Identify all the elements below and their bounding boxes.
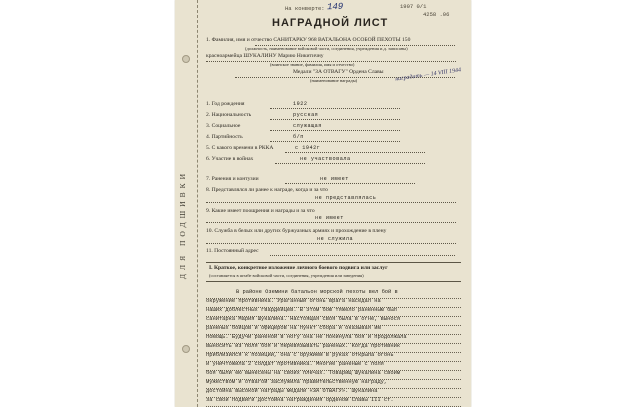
field-label: 4. Партийность <box>206 134 243 140</box>
field-label: 10. Служба в белых или других буржуазных армиях и прохождение в плену <box>206 228 387 234</box>
intro-line-3: Медали "ЗА ОТВАГУ" Ордена Славы <box>293 69 384 75</box>
field-value: не имеет <box>315 215 344 221</box>
field-value: не представлялась <box>315 195 377 201</box>
field-label: 7. Ранения и контузии <box>206 176 259 182</box>
intro-caption-3: (наименование награды) <box>310 78 358 83</box>
field-value: не имеет <box>320 176 349 182</box>
intro-caption-1: (должность, наименование войсковой части, соединения, учреждения и.д. записаны) <box>245 46 408 51</box>
section-subheading: (составляется в штабе войсковой части, соединения, учреждения или заведения) <box>209 273 364 278</box>
section-divider <box>206 262 461 263</box>
field-label: 11. Постоянный адрес <box>206 248 259 254</box>
narrative-line: приблизился к позиции, она с оружием в руках открыла огонь <box>206 352 461 362</box>
field-value: русская <box>293 112 319 118</box>
field-value: не участвовала <box>300 156 351 162</box>
narrative-line: боя были ею вынесены на своих плечах. Товарищ Шукалина своим <box>206 370 461 380</box>
intro-line-1: 1. Фамилия, имя и отчество САНИТАРКУ 968 ВАТАЛЬОНА ОСОБОЙ ПЕХОТЫ 150 <box>206 37 411 43</box>
narrative-line: мужеством и отвагой заслужила правительственную награду, <box>206 379 461 389</box>
binding-text: ДЛЯ ПОДШИВКИ <box>178 170 187 280</box>
award-sheet <box>175 0 471 407</box>
narrative-line: окружение противника. Ураганный огонь врага наседал на <box>206 298 461 308</box>
field-label: 2. Национальность <box>206 112 252 118</box>
stamp-top-right: 1907 0/1 <box>400 3 427 10</box>
binding-margin <box>175 0 198 407</box>
handwritten-note: наградить — 14 VIII 1944 <box>394 67 462 83</box>
stamp-number: 149 <box>326 1 344 13</box>
narrative-line: раненых бойцов и офицеров на пункт сбора и оказывая им <box>206 325 461 335</box>
narrative-line: наших доблестных гвардейцев. В этом бою тяжело раненным был <box>206 307 461 317</box>
field-value: 1922 <box>293 101 308 107</box>
narrative-line: В районе Оземини батальон морской пехоты вел бой в <box>206 289 461 299</box>
field-value: б/п <box>293 134 304 140</box>
field-label: 9. Какие имеет поощрения и награды и за что <box>206 208 315 214</box>
field-value: не служила <box>317 236 354 242</box>
narrative-line: санитарка Мария Шукалина. Настоящая своя была в огне, вынося <box>206 316 461 326</box>
narrative-line: и уничтожила 2 солдат противника. Многие раненые с поля <box>206 361 461 371</box>
field-label: 8. Представлялся ли ранее к награде, когда и за что <box>206 187 328 193</box>
stamp-label: На конверте: <box>285 5 325 12</box>
punch-hole <box>182 345 190 353</box>
field-label: 1. Год рождения <box>206 101 245 107</box>
section-divider <box>206 281 461 282</box>
narrative-line: за свои подвиги достойна награждения орденом Славы III ст. <box>206 397 461 407</box>
field-value: с 1942г <box>295 145 321 151</box>
field-value: служащая <box>293 123 322 129</box>
narrative-line: выносить из поля боя и перевязывать раненых. Когда противник <box>206 343 461 353</box>
field-label: 3. Социальное <box>206 123 241 129</box>
section-heading: I. Краткое, конкретное изложение личного боевого подвига или заслуг <box>209 265 388 271</box>
field-label: 6. Участие в войнах <box>206 156 254 162</box>
document-title: НАГРАДНОЙ ЛИСТ <box>272 17 389 29</box>
stamp-top-right-2: 4258 .06 <box>423 11 450 18</box>
field-label: 5. С какого времени в РККА <box>206 145 274 151</box>
intro-line-2: красноармейца ШУКАЛИНУ Марию Никитичну <box>206 53 324 59</box>
narrative-line: достойна высокой награды медали «ЗА ОТВАГУ». Шукалина <box>206 388 461 398</box>
narrative-line: помощь. Будучи раненой в ногу она не покинула боя и продолжала <box>206 334 461 344</box>
intro-caption-2: (воинское звание, фамилия, имя и отчество) <box>270 62 355 67</box>
punch-hole <box>182 55 190 63</box>
